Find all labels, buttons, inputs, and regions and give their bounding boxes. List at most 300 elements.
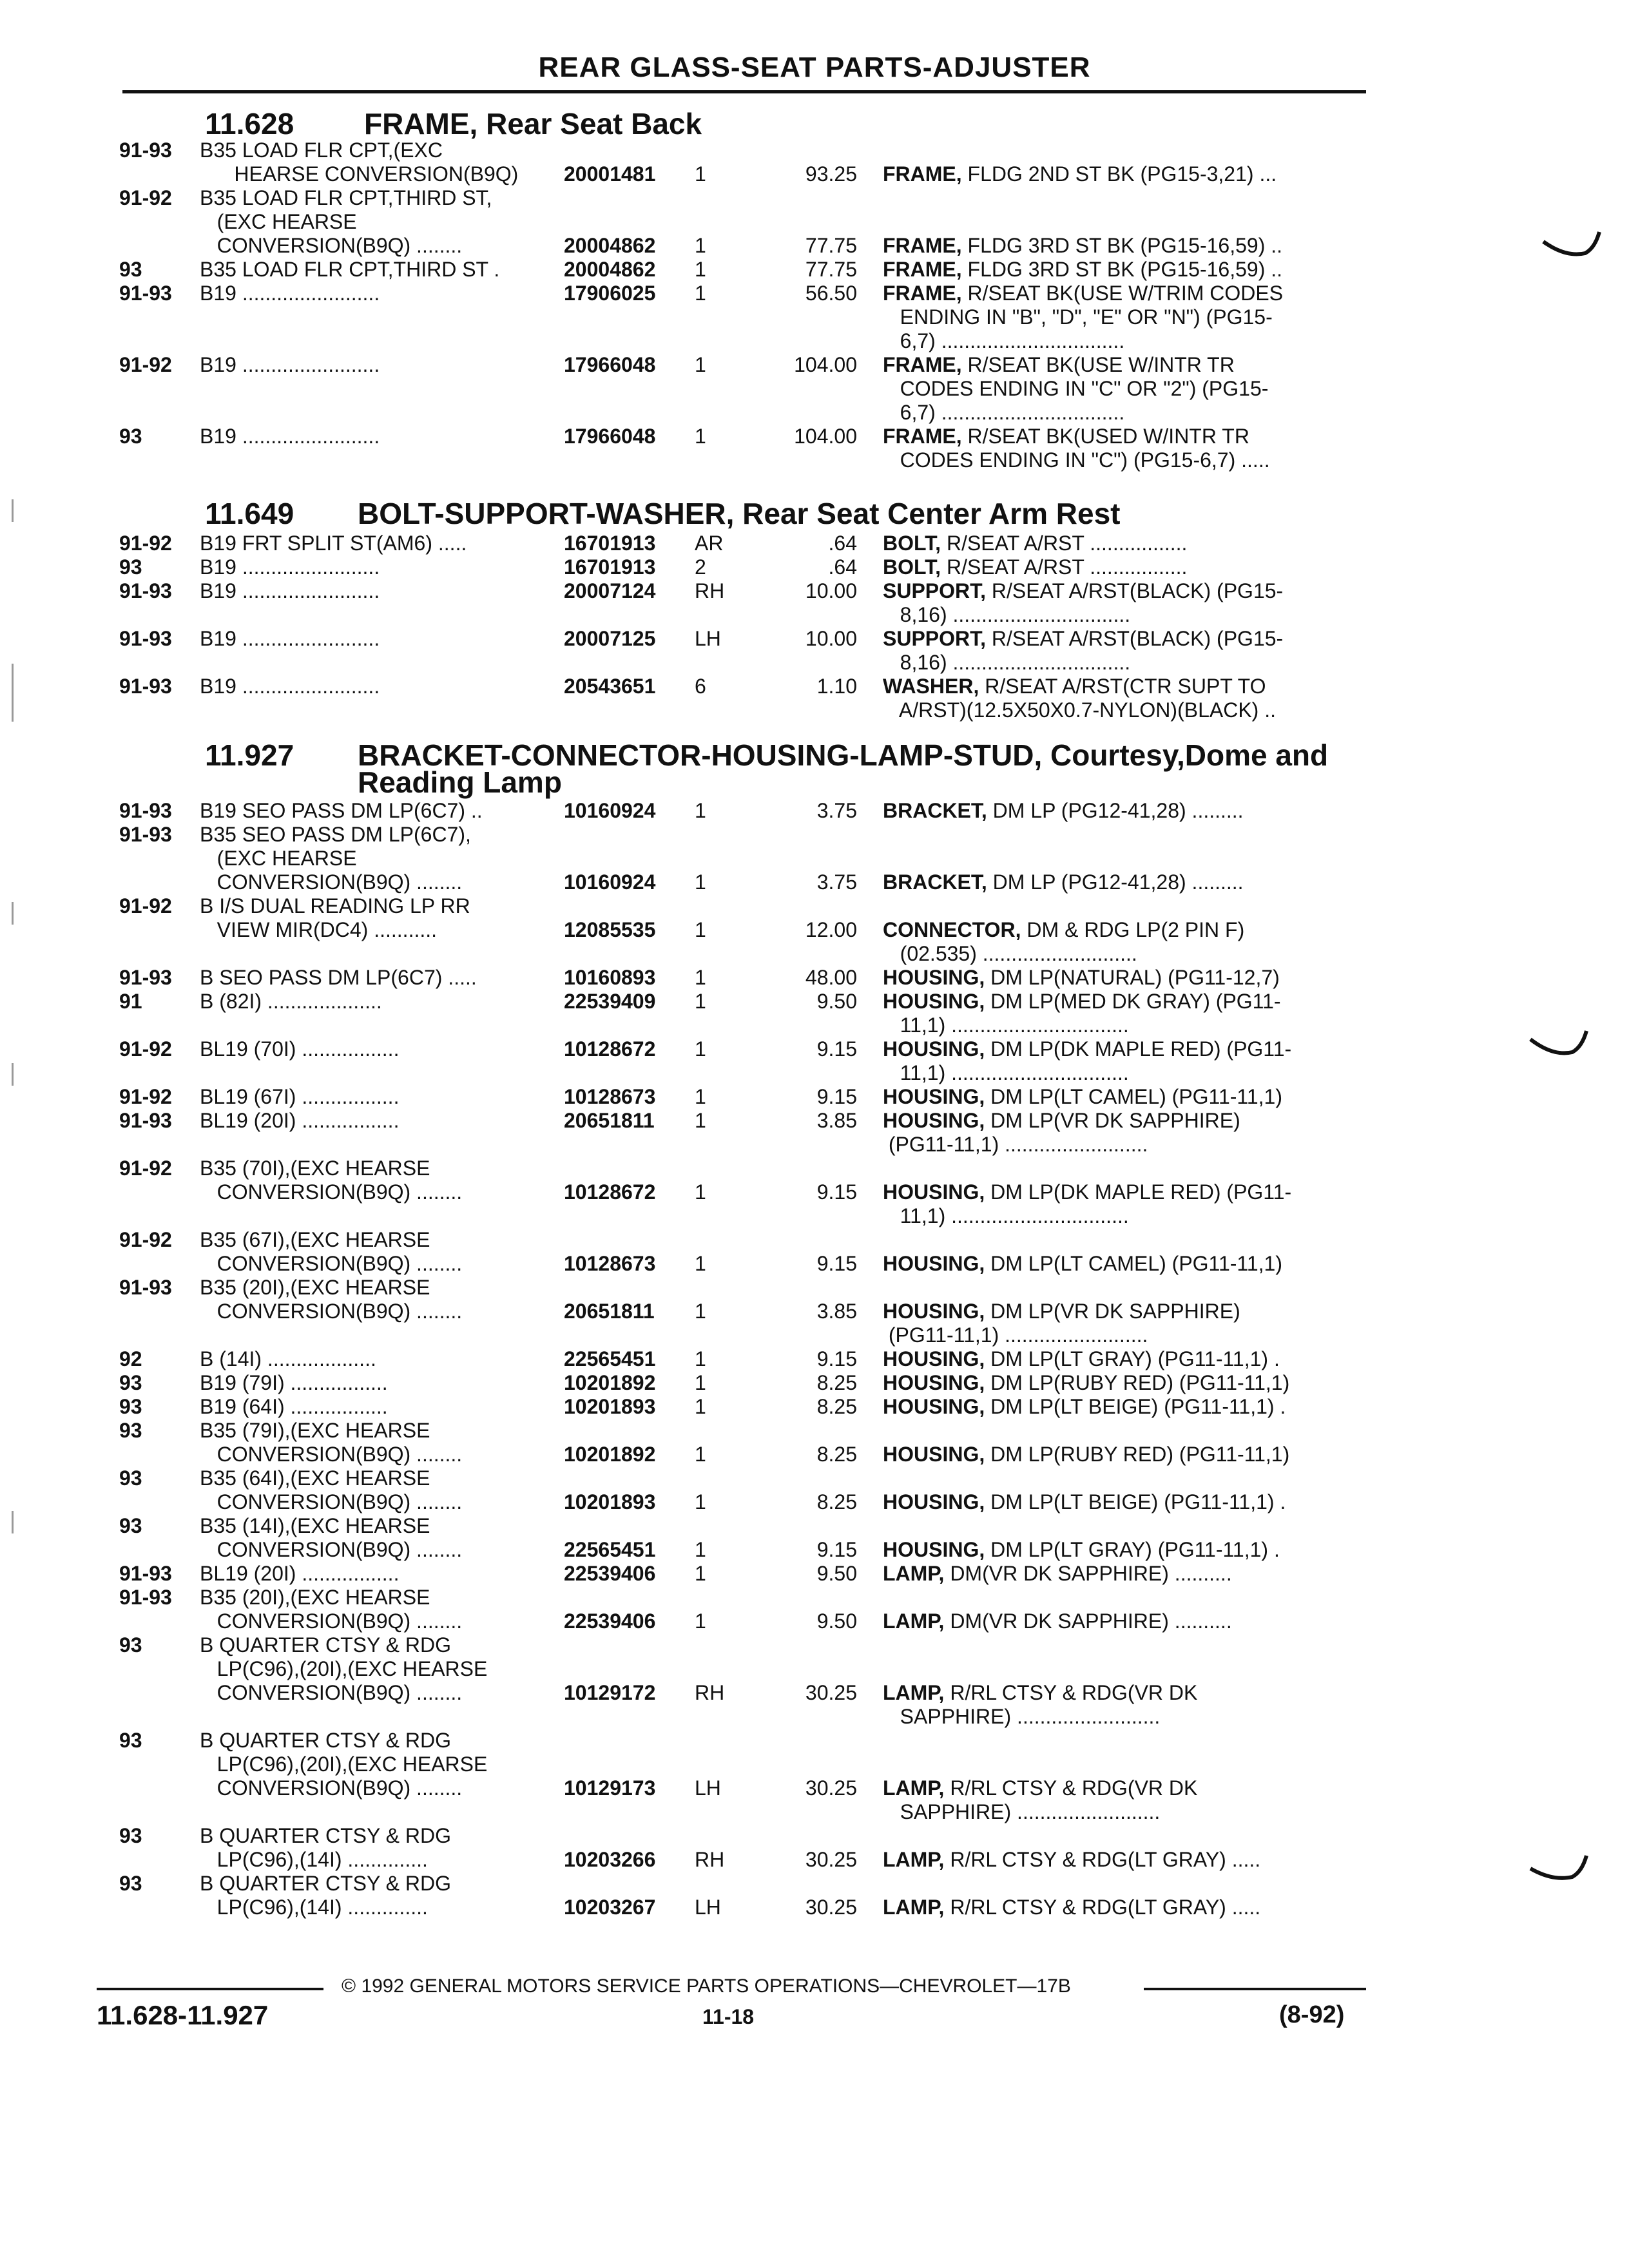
part-number-cell: 22539409	[564, 990, 656, 1013]
section-heading	[364, 106, 702, 141]
description-keyword: LAMP,	[883, 1896, 945, 1919]
description-cell	[883, 1705, 1160, 1728]
description-text: R/SEAT A/RST(BLACK) (PG15-	[986, 627, 1284, 650]
year-cell: 91-92	[119, 353, 172, 376]
part-number-cell: 22565451	[564, 1347, 656, 1370]
description-text: R/SEAT A/RST(BLACK) (PG15-	[986, 579, 1284, 602]
year-cell: 91-92	[119, 894, 172, 918]
footer-rule-right	[1144, 1988, 1366, 1990]
price-cell: .64	[828, 555, 857, 579]
description-keyword: FRAME,	[883, 234, 962, 257]
description-cell	[883, 353, 1235, 376]
model-cell: CONVERSION(B9Q) ........	[200, 870, 463, 894]
model-cell: B I/S DUAL READING LP RR	[200, 894, 470, 918]
description-keyword: HOUSING,	[883, 1490, 985, 1514]
section-name-rest: Courtesy,Dome and	[1042, 738, 1329, 772]
model-cell: CONVERSION(B9Q) ........	[200, 1252, 463, 1275]
part-number-cell: 17966048	[564, 425, 656, 448]
year-cell: 92	[119, 1347, 142, 1370]
model-cell: B (82I) ....................	[200, 990, 382, 1013]
model-cell: B35 LOAD FLR CPT,(EXC	[200, 139, 443, 162]
model-cell: LP(C96),(14I) ..............	[200, 1848, 428, 1871]
part-number-cell: 22539406	[564, 1610, 656, 1633]
price-cell: 9.15	[816, 1538, 857, 1561]
description-text: (PG11-11,1) .........................	[883, 1323, 1148, 1347]
check-mark-icon	[1527, 1028, 1592, 1066]
description-text: DM LP(LT GRAY) (PG11-11,1) .	[985, 1347, 1280, 1370]
model-cell: B (14I) ...................	[200, 1347, 376, 1370]
quantity-cell: 1	[695, 234, 706, 257]
quantity-cell: 1	[695, 990, 706, 1013]
part-number-cell: 10201893	[564, 1395, 656, 1418]
part-number-cell: 20543651	[564, 675, 656, 698]
year-cell: 91-93	[119, 799, 172, 822]
model-cell: B35 LOAD FLR CPT,THIRD ST .	[200, 258, 500, 281]
description-keyword: HOUSING,	[883, 1085, 985, 1108]
model-cell: B19 ........................	[200, 627, 380, 650]
description-text: DM LP(DK MAPLE RED) (PG11-	[985, 1037, 1292, 1061]
part-number-cell: 10128672	[564, 1180, 656, 1204]
price-cell: 77.75	[805, 234, 857, 257]
model-cell: B19 ........................	[200, 425, 380, 448]
footer-page-number: 11-18	[702, 2005, 755, 2028]
year-cell: 91-93	[119, 282, 172, 305]
part-number-cell: 10128673	[564, 1085, 656, 1108]
price-cell: 10.00	[805, 579, 857, 602]
model-cell: B QUARTER CTSY & RDG	[200, 1729, 451, 1752]
quantity-cell: 2	[695, 555, 706, 579]
part-number-cell: 10201892	[564, 1371, 656, 1394]
footer-range: 11.628-11.927	[97, 2000, 269, 2030]
year-cell: 93	[119, 555, 142, 579]
price-cell: 8.25	[816, 1443, 857, 1466]
section-name: BRACKET-CONNECTOR-HOUSING-LAMP-STUD,	[358, 738, 1043, 772]
quantity-cell: 1	[695, 799, 706, 822]
part-number-cell: 16701913	[564, 532, 656, 555]
description-cell	[883, 162, 1277, 186]
description-cell	[883, 966, 1280, 989]
model-cell: CONVERSION(B9Q) ........	[200, 1300, 463, 1323]
quantity-cell: 1	[695, 162, 706, 186]
year-cell: 91-93	[119, 966, 172, 989]
description-cell	[883, 234, 1282, 257]
part-number-cell: 20651811	[564, 1109, 655, 1132]
year-cell: 91-93	[119, 139, 172, 162]
description-cell	[883, 1776, 1197, 1800]
description-keyword: LAMP,	[883, 1776, 945, 1800]
description-keyword: HOUSING,	[883, 1371, 985, 1394]
price-cell: 48.00	[805, 966, 857, 989]
description-text: 8,16) ...............................	[883, 651, 1131, 674]
price-cell: 77.75	[805, 258, 857, 281]
description-cell	[883, 651, 1130, 674]
part-number-cell: 22539406	[564, 1562, 656, 1585]
price-cell: 3.85	[816, 1300, 857, 1323]
description-text: R/SEAT A/RST .................	[941, 555, 1188, 579]
quantity-cell: 1	[695, 1109, 706, 1132]
model-cell: B35 (20I),(EXC HEARSE	[200, 1586, 430, 1609]
footer-copyright: © 1992 GENERAL MOTORS SERVICE PARTS OPERATIONS—CHEVROLET—17B	[342, 1975, 1071, 1997]
description-cell	[883, 258, 1282, 281]
description-text: DM LP (PG12-41,28) .........	[987, 799, 1244, 822]
quantity-cell: 1	[695, 966, 706, 989]
quantity-cell: 1	[695, 1347, 706, 1370]
quantity-cell: RH	[695, 1681, 725, 1704]
description-keyword: WASHER,	[883, 675, 979, 698]
description-text: (02.535) ...........................	[883, 942, 1137, 965]
description-text: SAPPHIRE) .........................	[883, 1800, 1161, 1823]
description-keyword: FRAME,	[883, 162, 962, 186]
section-heading	[358, 496, 1120, 531]
section-name: BOLT-SUPPORT-WASHER,	[358, 497, 735, 530]
price-cell: 30.25	[805, 1681, 857, 1704]
quantity-cell: 1	[695, 1490, 706, 1514]
description-text: R/RL CTSY & RDG(VR DK	[944, 1681, 1198, 1704]
binding-mark	[12, 902, 14, 925]
model-cell: B35 SEO PASS DM LP(6C7),	[200, 823, 471, 846]
description-keyword: HOUSING,	[883, 1395, 985, 1418]
year-cell: 91-93	[119, 1586, 172, 1609]
part-number-cell: 10128672	[564, 1037, 656, 1061]
description-cell	[883, 1323, 1148, 1347]
description-keyword: FRAME,	[883, 282, 962, 305]
part-number-cell: 16701913	[564, 555, 656, 579]
year-cell: 91-92	[119, 532, 172, 555]
description-cell	[883, 448, 1270, 472]
year-cell: 93	[119, 1872, 142, 1895]
binding-mark	[12, 1511, 14, 1533]
description-text: DM LP(RUBY RED) (PG11-11,1)	[985, 1371, 1290, 1394]
price-cell: 8.25	[816, 1371, 857, 1394]
year-cell: 91-93	[119, 1109, 172, 1132]
year-cell: 91-92	[119, 1085, 172, 1108]
description-text: CODES ENDING IN "C" OR "2") (PG15-	[883, 377, 1269, 400]
price-cell: 104.00	[794, 425, 857, 448]
model-cell: B19 (79I) .................	[200, 1371, 388, 1394]
part-number-cell: 10128673	[564, 1252, 656, 1275]
check-mark-icon	[1527, 1852, 1592, 1891]
description-cell	[883, 1538, 1280, 1561]
description-text: R/RL CTSY & RDG(LT GRAY) .....	[944, 1896, 1261, 1919]
part-number-cell: 20651811	[564, 1300, 655, 1323]
quantity-cell: 1	[695, 1538, 706, 1561]
model-cell: B SEO PASS DM LP(6C7) .....	[200, 966, 477, 989]
price-cell: 1.10	[816, 675, 857, 698]
description-text: DM LP (PG12-41,28) .........	[987, 870, 1244, 894]
price-cell: .64	[828, 532, 857, 555]
model-cell: B19 ........................	[200, 282, 380, 305]
model-cell: B19 ........................	[200, 579, 380, 602]
model-cell: LP(C96),(14I) ..............	[200, 1896, 428, 1919]
page-title: REAR GLASS-SEAT PARTS-ADJUSTER	[538, 52, 1091, 83]
description-cell	[883, 942, 1137, 965]
year-cell: 91-93	[119, 823, 172, 846]
model-cell: (EXC HEARSE	[200, 210, 357, 233]
model-cell: B19 ........................	[200, 675, 380, 698]
description-keyword: BRACKET,	[883, 870, 987, 894]
description-keyword: HOUSING,	[883, 1443, 985, 1466]
description-cell	[883, 1562, 1232, 1585]
model-cell: B QUARTER CTSY & RDG	[200, 1633, 451, 1657]
description-keyword: LAMP,	[883, 1610, 945, 1633]
year-cell: 93	[119, 1395, 142, 1418]
description-keyword: HOUSING,	[883, 1538, 985, 1561]
quantity-cell: 1	[695, 1252, 706, 1275]
description-keyword: SUPPORT,	[883, 627, 987, 650]
description-text: R/RL CTSY & RDG(VR DK	[944, 1776, 1198, 1800]
model-cell: B35 LOAD FLR CPT,THIRD ST,	[200, 186, 492, 209]
part-number-cell: 20007124	[564, 579, 656, 602]
description-cell	[883, 698, 1276, 722]
description-cell	[883, 401, 1124, 424]
description-cell	[883, 1896, 1260, 1919]
description-keyword: BOLT,	[883, 532, 941, 555]
model-cell: B19 ........................	[200, 353, 380, 376]
model-cell: B19 (64I) .................	[200, 1395, 388, 1418]
model-cell: B19 FRT SPLIT ST(AM6) .....	[200, 532, 467, 555]
description-cell	[883, 425, 1249, 448]
title-rule	[122, 90, 1366, 93]
quantity-cell: 1	[695, 1085, 706, 1108]
description-text: CODES ENDING IN "C") (PG15-6,7) .....	[883, 448, 1270, 472]
description-text: DM LP(RUBY RED) (PG11-11,1)	[985, 1443, 1290, 1466]
section-name-line2: Reading Lamp	[358, 765, 562, 799]
description-keyword: HOUSING,	[883, 990, 985, 1013]
year-cell: 91-92	[119, 186, 172, 209]
quantity-cell: 1	[695, 1443, 706, 1466]
description-text: (PG11-11,1) .........................	[883, 1133, 1148, 1156]
description-keyword: HOUSING,	[883, 966, 985, 989]
model-cell: B35 (67I),(EXC HEARSE	[200, 1228, 430, 1251]
year-cell: 93	[119, 1371, 142, 1394]
part-number-cell: 20007125	[564, 627, 656, 650]
year-cell: 93	[119, 1514, 142, 1537]
year-cell: 93	[119, 1419, 142, 1442]
part-number-cell: 10201892	[564, 1443, 656, 1466]
part-number-cell: 10160924	[564, 870, 656, 894]
model-cell: B19 ........................	[200, 555, 380, 579]
quantity-cell: LH	[695, 1896, 721, 1919]
part-number-cell: 10201893	[564, 1490, 656, 1514]
price-cell: 30.25	[805, 1848, 857, 1871]
year-cell: 91-93	[119, 1562, 172, 1585]
quantity-cell: 1	[695, 1395, 706, 1418]
model-cell: BL19 (67I) .................	[200, 1085, 400, 1108]
quantity-cell: RH	[695, 1848, 725, 1871]
price-cell: 30.25	[805, 1776, 857, 1800]
description-text: DM LP(LT BEIGE) (PG11-11,1) .	[985, 1395, 1286, 1418]
price-cell: 9.50	[816, 990, 857, 1013]
quantity-cell: 1	[695, 1037, 706, 1061]
description-text: DM LP(MED DK GRAY) (PG11-	[985, 990, 1281, 1013]
quantity-cell: 1	[695, 1300, 706, 1323]
price-cell: 104.00	[794, 353, 857, 376]
part-number-cell: 20001481	[564, 162, 656, 186]
description-text: DM(VR DK SAPPHIRE) ..........	[944, 1562, 1232, 1585]
description-text: DM LP(VR DK SAPPHIRE)	[985, 1300, 1240, 1323]
description-cell	[883, 1252, 1282, 1275]
description-cell	[883, 1085, 1282, 1108]
year-cell: 91-92	[119, 1037, 172, 1061]
description-cell	[883, 1347, 1280, 1370]
year-cell: 93	[119, 425, 142, 448]
description-cell	[883, 329, 1124, 352]
description-cell	[883, 305, 1273, 329]
description-text: 6,7) ................................	[883, 401, 1125, 424]
description-keyword: HOUSING,	[883, 1347, 985, 1370]
section-number: 11.628	[205, 107, 294, 140]
quantity-cell: 1	[695, 258, 706, 281]
description-text: DM(VR DK SAPPHIRE) ..........	[944, 1610, 1232, 1633]
description-text: R/SEAT BK(USED W/INTR TR	[961, 425, 1249, 448]
description-text: DM LP(LT CAMEL) (PG11-11,1)	[985, 1085, 1282, 1108]
year-cell: 93	[119, 1633, 142, 1657]
year-cell: 93	[119, 1729, 142, 1752]
part-number-cell: 10129172	[564, 1681, 656, 1704]
price-cell: 9.15	[816, 1085, 857, 1108]
description-cell	[883, 282, 1283, 305]
model-cell: CONVERSION(B9Q) ........	[200, 1490, 463, 1514]
section-number: 11.649	[205, 497, 294, 530]
model-cell: CONVERSION(B9Q) ........	[200, 1610, 463, 1633]
description-cell	[883, 990, 1281, 1013]
description-cell	[883, 579, 1283, 602]
price-cell: 10.00	[805, 627, 857, 650]
description-text: 11,1) ...............................	[883, 1014, 1129, 1037]
model-cell: LP(C96),(20I),(EXC HEARSE	[200, 1657, 488, 1680]
description-text: 8,16) ...............................	[883, 603, 1131, 626]
price-cell: 3.75	[816, 799, 857, 822]
description-cell	[883, 1610, 1232, 1633]
description-cell	[883, 1133, 1148, 1156]
year-cell: 93	[119, 1824, 142, 1847]
quantity-cell: 6	[695, 675, 706, 698]
description-keyword: HOUSING,	[883, 1037, 985, 1061]
description-text: R/SEAT BK(USE W/INTR TR	[961, 353, 1235, 376]
part-number-cell: 20004862	[564, 258, 656, 281]
quantity-cell: 1	[695, 1371, 706, 1394]
model-cell: B35 (64I),(EXC HEARSE	[200, 1466, 430, 1490]
part-number-cell: 12085535	[564, 918, 656, 941]
binding-mark	[12, 1063, 14, 1086]
description-cell	[883, 1490, 1286, 1514]
model-cell: CONVERSION(B9Q) ........	[200, 1776, 463, 1800]
price-cell: 9.50	[816, 1562, 857, 1585]
model-cell: B QUARTER CTSY & RDG	[200, 1872, 451, 1895]
part-number-cell: 10203267	[564, 1896, 656, 1919]
part-number-cell: 10129173	[564, 1776, 656, 1800]
description-cell	[883, 1300, 1240, 1323]
description-text: FLDG 2ND ST BK (PG15-3,21) ...	[961, 162, 1277, 186]
quantity-cell: 1	[695, 425, 706, 448]
model-cell: B35 (20I),(EXC HEARSE	[200, 1276, 430, 1299]
description-cell	[883, 799, 1244, 822]
description-cell	[883, 1443, 1289, 1466]
description-keyword: CONNECTOR,	[883, 918, 1021, 941]
section-name: FRAME,	[364, 107, 478, 140]
price-cell: 9.15	[816, 1180, 857, 1204]
model-cell: B QUARTER CTSY & RDG	[200, 1824, 451, 1847]
description-keyword: FRAME,	[883, 425, 962, 448]
model-cell: LP(C96),(20I),(EXC HEARSE	[200, 1753, 488, 1776]
section-name-rest: Rear Seat Back	[477, 107, 702, 140]
description-text: DM LP(LT BEIGE) (PG11-11,1) .	[985, 1490, 1286, 1514]
year-cell: 93	[119, 1466, 142, 1490]
model-cell: (EXC HEARSE	[200, 847, 357, 870]
description-keyword: HOUSING,	[883, 1180, 985, 1204]
description-cell	[883, 918, 1244, 941]
description-cell	[883, 627, 1283, 650]
model-cell: HEARSE CONVERSION(B9Q)	[200, 162, 519, 186]
description-keyword: LAMP,	[883, 1562, 945, 1585]
quantity-cell: LH	[695, 1776, 721, 1800]
description-text: DM LP(DK MAPLE RED) (PG11-	[985, 1180, 1292, 1204]
description-cell	[883, 1061, 1129, 1084]
model-cell: BL19 (70I) .................	[200, 1037, 400, 1061]
description-text: R/SEAT BK(USE W/TRIM CODES	[961, 282, 1284, 305]
binding-mark	[12, 664, 14, 722]
section-name-rest: Rear Seat Center Arm Rest	[734, 497, 1121, 530]
description-text: FLDG 3RD ST BK (PG15-16,59) ..	[961, 258, 1283, 281]
quantity-cell: 1	[695, 1180, 706, 1204]
quantity-cell: 1	[695, 1562, 706, 1585]
description-text: 11,1) ...............................	[883, 1061, 1129, 1084]
footer-rule-left	[97, 1988, 323, 1990]
price-cell: 9.15	[816, 1037, 857, 1061]
year-cell: 91-93	[119, 675, 172, 698]
description-cell	[883, 1395, 1286, 1418]
model-cell: CONVERSION(B9Q) ........	[200, 1443, 463, 1466]
part-number-cell: 10160893	[564, 966, 656, 989]
description-cell	[883, 532, 1187, 555]
quantity-cell: 1	[695, 870, 706, 894]
model-cell: CONVERSION(B9Q) ........	[200, 1681, 463, 1704]
description-text: 11,1) ...............................	[883, 1204, 1129, 1227]
quantity-cell: 1	[695, 353, 706, 376]
description-text: SAPPHIRE) .........................	[883, 1705, 1161, 1728]
section-number: 11.927	[205, 738, 294, 772]
model-cell: BL19 (20I) .................	[200, 1109, 400, 1132]
quantity-cell: 1	[695, 1610, 706, 1633]
description-keyword: HOUSING,	[883, 1109, 985, 1132]
description-text: DM LP(NATURAL) (PG11-12,7)	[985, 966, 1280, 989]
description-cell	[883, 870, 1244, 894]
price-cell: 3.85	[816, 1109, 857, 1132]
description-text: A/RST)(12.5X50X0.7-NYLON)(BLACK) ..	[883, 698, 1276, 722]
quantity-cell: LH	[695, 627, 721, 650]
model-cell: B35 (70I),(EXC HEARSE	[200, 1157, 430, 1180]
description-text: ENDING IN "B", "D", "E" OR "N") (PG15-	[883, 305, 1273, 329]
part-number-cell: 20004862	[564, 234, 656, 257]
description-cell	[883, 555, 1187, 579]
quantity-cell: AR	[695, 532, 724, 555]
year-cell: 91	[119, 990, 142, 1013]
price-cell: 8.25	[816, 1395, 857, 1418]
footer-date: (8-92)	[1279, 2001, 1345, 2028]
year-cell: 91-92	[119, 1228, 172, 1251]
part-number-cell: 17906025	[564, 282, 656, 305]
price-cell: 8.25	[816, 1490, 857, 1514]
description-keyword: BRACKET,	[883, 799, 987, 822]
year-cell: 91-93	[119, 627, 172, 650]
price-cell: 12.00	[805, 918, 857, 941]
description-keyword: FRAME,	[883, 258, 962, 281]
description-cell	[883, 1371, 1289, 1394]
year-cell: 91-92	[119, 1157, 172, 1180]
year-cell: 91-93	[119, 579, 172, 602]
part-number-cell: 10203266	[564, 1848, 656, 1871]
description-cell	[883, 1204, 1129, 1227]
